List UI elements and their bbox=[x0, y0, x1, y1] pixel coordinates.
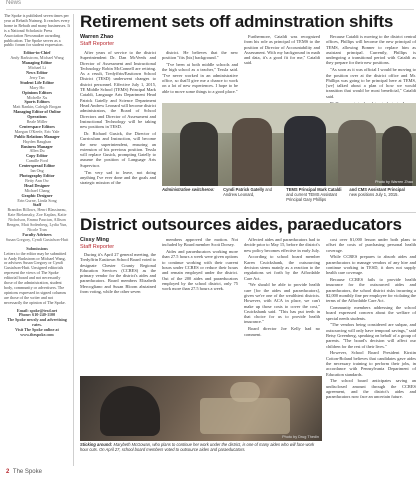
staff-role: Managing Editor bbox=[21, 60, 53, 66]
staff-role: News Editor bbox=[26, 69, 48, 75]
caption-name: Cyndi Patrick Gatelly bbox=[223, 187, 265, 192]
paragraph: Affected aides and paraeducators had to decide prior to May 15, before the district's new policy becomes effective in early July. bbox=[244, 237, 320, 253]
paragraph: During it's April 27 general meeting, the Tredyffrin Easttown School Board voted to designate Chester County Regional Education Services (CCRES) as the primary vendor for the district's aides and paraeducators. Board members Elizabeth Mercogliano and Susan Bloom abstained from voting, while the other seven bbox=[80, 252, 156, 295]
paragraph: The school board anticipates saving an undisclosed amount through the CCRES agreement, and the district's aides and paraeducators now face an uncertain future. bbox=[326, 378, 416, 400]
photo-credit: Photo by Drug Thedin bbox=[282, 435, 319, 439]
staff-role: Sports Editors bbox=[24, 99, 50, 105]
staff-role: Editor-in-Chief bbox=[23, 50, 51, 56]
article1-column-2 bbox=[162, 50, 238, 102]
caption-text: Marybeth McGowan, who plans to continue her work under the district, is one of many aides who will face work hour cuts. On April 27, school board members voted to outsource aides and paraeducators. bbox=[80, 442, 315, 452]
staff-role: Public Relations Manager bbox=[14, 133, 60, 139]
caption-name: TEMS Principal Mark Cataldi bbox=[286, 187, 342, 192]
staff-name: Michelle Xu bbox=[26, 94, 48, 100]
staff-role: Graphic Designer bbox=[21, 192, 53, 198]
article2-staff-label: Staff Reporter bbox=[80, 243, 115, 250]
caption-role: and current TEMS Assistant Principal Gary Phillips bbox=[286, 192, 337, 202]
page-footer bbox=[6, 468, 42, 476]
article1-author: Warren Zhao bbox=[80, 34, 114, 40]
staff-role: Head Designer bbox=[24, 182, 50, 188]
staff-role: Student Life Editor bbox=[19, 79, 55, 85]
paragraph: However, School Board President Kirstin Cotton-Boland believes that candidates gave aides the necessary training to perform their jobs, in accordance with Pennsylvania Department of Education standards. bbox=[326, 350, 416, 377]
staff-role: Centerspace Editors bbox=[19, 123, 55, 129]
person-figure bbox=[382, 126, 412, 186]
aide-photo bbox=[80, 376, 322, 441]
caption-lead: Sticking around: bbox=[80, 442, 113, 447]
paragraph: Dr. Richard Gusick, the Director of Curriculum and Instruction, will become the new superintendent, ensuring an extension of his previous position. Tessla will replace Gusick, prompting Gatelly to assume the position of Language Arts Supervisor. bbox=[80, 130, 156, 168]
page-number: 2 bbox=[6, 469, 10, 475]
paragraph: Board director Joe Kelly had no comment. bbox=[244, 326, 320, 337]
letters-policy bbox=[4, 247, 70, 306]
paragraph: district. He believes that the new position "fits [his] background." bbox=[162, 50, 238, 61]
administrators-photo bbox=[162, 103, 416, 186]
paragraph: According to school board member Karen Cruickshank, the outsourcing decision stems mainly as a reaction to the regulations set forth by the Affordable Care Act. bbox=[244, 254, 320, 281]
article2-headline: District outsources aides, paraeducators bbox=[80, 215, 402, 234]
person-figure bbox=[338, 120, 376, 186]
letters-heading: Submissions bbox=[26, 245, 48, 251]
staff-name: Andy Barkstrom, Michael Wang bbox=[10, 55, 64, 61]
masthead-column bbox=[4, 14, 70, 466]
article-divider bbox=[80, 212, 416, 213]
section-label: News bbox=[6, 0, 22, 6]
person-figure bbox=[180, 122, 218, 186]
staff-role: Business Manager bbox=[21, 143, 53, 149]
staff-name: Brandon Billows, Henri Blassineau, Kate Bielanszky, Zoe Kaplan, Katie Nicholson, Emma Paucian, Allison Rengen, Matt Sodenberg, Lydia Yun, Nicole Tran bbox=[6, 207, 68, 232]
staff-role: Managing Editor of Online Operations bbox=[13, 109, 61, 120]
paragraph: Because Cataldi is moving to the district central offices, Phillips will become the new principal of TEMS, allowing Bonner to replace him as assistant principal. Currently, Phillips is undergoing a transitional period with Cataldi as they prepare for their new positions. bbox=[326, 34, 416, 66]
staff-name: Camille Ford bbox=[26, 158, 48, 164]
staff-name: Michael Chang bbox=[24, 187, 50, 193]
column-divider bbox=[73, 14, 74, 466]
publication-blurb bbox=[4, 14, 70, 48]
contact-rates: The Spoke newsly and advertising rates. bbox=[7, 317, 67, 328]
caption-role: and Andrew Leonard, bbox=[223, 187, 273, 197]
staff-list bbox=[4, 51, 70, 242]
staff-name: Allen Du bbox=[29, 148, 45, 154]
staff-role: Centerspread Editor bbox=[18, 163, 56, 169]
staff-role: Photography Editor bbox=[19, 173, 55, 178]
person-figure bbox=[100, 386, 160, 436]
caption-names bbox=[286, 187, 348, 202]
staff-name: Erin Gurne, Linda Song bbox=[17, 197, 57, 203]
article1-column-3 bbox=[244, 34, 320, 102]
caption-names bbox=[349, 187, 411, 197]
paragraph: "I'm very sad to leave, not doing anything I've ever done and the goals and strategic mission of the bbox=[80, 169, 156, 186]
paragraph: "As soon as it was official I would be moving to the position over at the district office and Mr. Phillips was going to be principal here at TEMS, [we] talked about a plan of how we would transition that would be most beneficial," Cataldi said. bbox=[326, 67, 416, 99]
caption-name: and CMS Assistant Principal bbox=[349, 187, 405, 192]
page-header bbox=[0, 0, 420, 10]
photo-credit: Photo by Warren Zhao bbox=[374, 180, 413, 184]
paragraph: "We should be able to provide health care [for the aides and paraeducators], given we're one of the wealthiest districts. However, with ACA in place, we can't make up those costs to cover the cost," Cruickshank said. "This has put teeth in that choice for us to provide health insurance." bbox=[244, 282, 320, 325]
paragraph: While CCRES prepares to absorb aides and paraeducators to manage vendors of any hire and continue working in TESD, it does not supply health care coverage. bbox=[326, 254, 416, 276]
staff-role: Staff bbox=[32, 202, 42, 208]
staff-name: Mary Ho bbox=[29, 84, 45, 90]
letters-text: Letters to the editor may be submitted to Andy Barkstrom or Michael Wang, or advisers Susan Gregory or Cyndi Gustafson-Hutt. Unsigned editorials represent the views of The Spoke editorial board and not necessarily those of the administration, student body, community or advertisers. The opinions expressed in signed columns are those of the writer and not necessarily the opinion of The Spoke. bbox=[4, 250, 67, 305]
staff-name: Matt Rankin, Caleigh Brogan bbox=[12, 104, 62, 110]
staff-role: Opinions Editors bbox=[22, 89, 52, 95]
publication-name: The Spoke bbox=[12, 469, 42, 475]
article2-column-4 bbox=[326, 237, 416, 451]
staff-role: Faculty Advisers bbox=[22, 231, 52, 237]
staff-name: Maegan O'Keefe, Eric Yale bbox=[14, 128, 60, 134]
paragraph: Community members addressing the school board expressed concern about the welfare of special needs students. bbox=[326, 305, 416, 321]
paragraph: members approved the motion. Not included by Board member Scott Dorsey. bbox=[162, 237, 238, 248]
paragraph: "I've been at both middle schools and the high school as a teacher," Tessla said. "I've never worked in an administrative office, so that'll give me a chance to work on a lot of new experiences. I hope to be able to move some things to a good place." bbox=[162, 62, 238, 94]
article2-column-2 bbox=[162, 237, 238, 335]
caption-lead: Administrative switcheroo: bbox=[162, 187, 215, 192]
contact-online: Visit The Spoke online at www.thespoke.com bbox=[15, 327, 59, 338]
article1-caption bbox=[162, 187, 416, 202]
staff-role: Copy Editor bbox=[26, 153, 48, 159]
article1-column-4 bbox=[326, 34, 416, 99]
caption-names bbox=[223, 187, 285, 197]
staff-name: Michael Li bbox=[27, 65, 47, 71]
person-figure bbox=[232, 118, 272, 186]
paragraph: Furthermore, Cataldi was recognized from his role as principal of TEMS to the position of Director of Accountability and Assessment. With my background in math and data, it's a good fit for me," Cataldi said. bbox=[244, 34, 320, 66]
contact-info bbox=[4, 309, 70, 338]
paragraph: Aides and paraeducators working more than 27.5 hours a week were given options to continue working with their current hours under CCRES or reduce their hours and remain employed under the district. Out of the 200 aides and paraeducators employed by the school district, only 75 work more than 27.5 hours a week. bbox=[162, 249, 238, 292]
blurb-text: The Spoke is published seven times per year at Rebath Nutmeg. It reaches every home in Rebath and many businesses. It is a National Scholastic Press Association Newsmaker awarding publication. The Spoke serves as a public forum for student expression. bbox=[4, 13, 70, 48]
header-rule bbox=[6, 9, 414, 10]
article2-byline bbox=[80, 237, 114, 250]
staff-name: Betty Ann Ow bbox=[25, 177, 49, 183]
article1-byline bbox=[80, 34, 114, 47]
staff-name: Jerry Tan bbox=[29, 74, 45, 80]
article2-author: Cissy Ming bbox=[80, 237, 110, 243]
paragraph: cost over $1,000 lesson under both plans to offset the costs of purchasing personal health coverage. bbox=[326, 237, 416, 253]
person-figure bbox=[284, 116, 326, 186]
desk-shape bbox=[200, 398, 290, 434]
staff-name: Ian Ong bbox=[30, 168, 44, 174]
article2-column-1 bbox=[80, 252, 156, 374]
staff-name: Reale Miller bbox=[26, 119, 48, 125]
staff-name: Hayden Baughan bbox=[22, 138, 52, 144]
contact-email: Email: spoke@tesd.net bbox=[16, 307, 58, 313]
paragraph: "The vendors being considered are subpar, and outsourcing will only have temporal savings," said Betsy Greenberg, speaking on behalf of a group of parents. "The board's decision will affect our children for the rest of their lives." bbox=[326, 322, 416, 349]
article1-headline: Retirement sets off adminstration shifts bbox=[80, 12, 394, 31]
article1-column-1 bbox=[80, 50, 156, 210]
article2-column-3 bbox=[244, 237, 320, 374]
hand-shape bbox=[230, 382, 260, 402]
contact-phone: Phone: 610-240-1100 bbox=[18, 312, 56, 318]
caption-role: new positions July 1, 2015. bbox=[349, 192, 399, 197]
paragraph: After years of service to the district Superintendent Dr. Dan McVeeds and Director of Assessment and Instructional Technology Robin McConnell are retiring. As a result, Tredyffrin/Easttown School District (TESD) underwent changes to district personnel. Effective July 1, 2015, TE Middle School (TEMS) Principal Mark Cataldi, Language Arts Department Head Patrick Gatelly and Science Department Head Andrew Leonard will become district administrators, the Board of School Directors and Director of Assessment and Instructional Technology will be taking new positions in TESD. bbox=[80, 50, 156, 130]
article2-caption bbox=[80, 442, 322, 452]
staff-name: Susan Gregory, Cyndi Gustafson-Hutt bbox=[5, 236, 69, 242]
paragraph: Because CCRES fails to provide health insurance for the outsourced aides and paraeducators, the school district risks incurring a $2,000 monthly fine per employee for violating the terms of the Affordable Care Act. bbox=[326, 277, 416, 304]
article1-staff-label: Staff Reporter bbox=[80, 40, 115, 47]
